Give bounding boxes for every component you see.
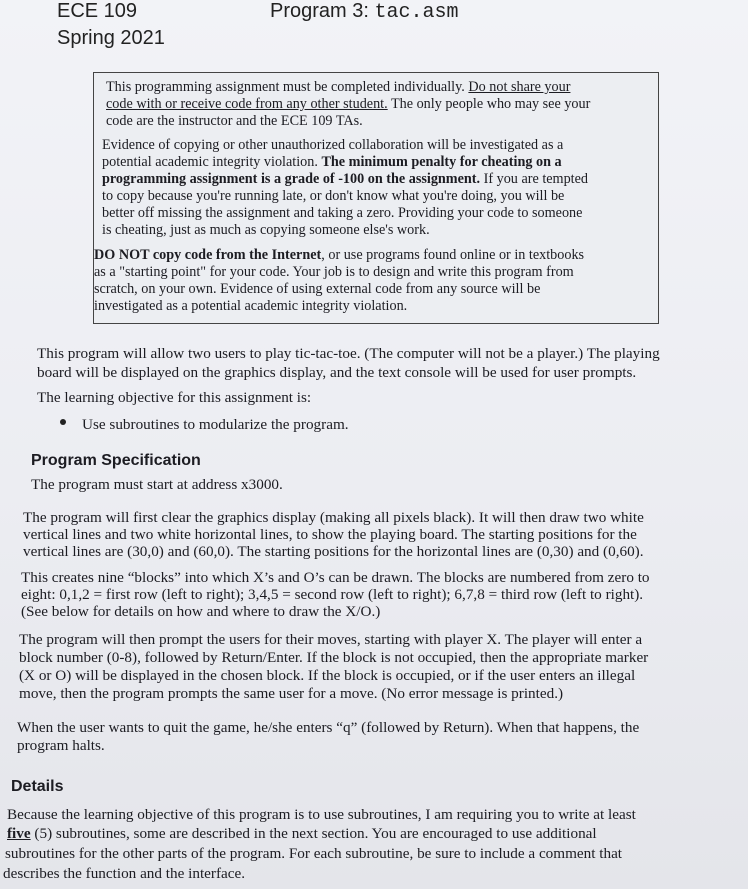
notice-line: scratch, on your own. Evidence of using external code from any source will be bbox=[94, 281, 541, 297]
notice-line: potential academic integrity violation. The minimum penalty for cheating on a bbox=[102, 154, 562, 170]
section-heading-spec: Program Specification bbox=[31, 452, 201, 469]
bullet-dot bbox=[60, 419, 66, 425]
spec-line: vertical lines and two white horizontal lines, to show the playing board. The starting positions for the bbox=[23, 526, 637, 543]
intro-line: This program will allow two users to play tic-tac-toe. (The computer will not be a player.) The playing bbox=[37, 345, 660, 362]
spec-line: block number (0-8), followed by Return/Enter. If the block is not occupied, then the appropriate marker bbox=[19, 649, 649, 666]
program-filename: tac.asm bbox=[374, 1, 459, 24]
spec-line: program halts. bbox=[17, 737, 105, 754]
notice-line: investigated as a potential academic integrity violation. bbox=[94, 298, 408, 314]
details-line: Because the learning objective of this program is to use subroutines, I am requiring you to write at least bbox=[7, 806, 636, 823]
notice-line: code with or receive code from any other student. The only people who may see your bbox=[106, 96, 591, 112]
notice-line: code are the instructor and the ECE 109 TAs. bbox=[106, 113, 363, 129]
objective-item: Use subroutines to modularize the program. bbox=[82, 416, 349, 433]
notice-line: DO NOT copy code from the Internet, or use programs found online or in textbooks bbox=[94, 247, 585, 263]
notice-line: as a "starting point" for your code. Your job is to design and write this program from bbox=[94, 264, 574, 280]
notice-line: to copy because you're running late, or don't know what you're doing, you will be bbox=[102, 188, 565, 204]
details-line: subroutines for the other parts of the program. For each subroutine, be sure to include a comment that bbox=[5, 845, 623, 862]
notice-line: This programming assignment must be completed individually. Do not share your bbox=[106, 79, 571, 95]
academic-integrity-notice bbox=[93, 72, 659, 324]
notice-line: better off missing the assignment and taking a zero. Providing your code to someone bbox=[102, 205, 583, 221]
section-heading-details: Details bbox=[11, 778, 64, 795]
details-line: describes the function and the interface. bbox=[3, 865, 246, 882]
spec-line: (See below for details on how and where to draw the X/O.) bbox=[21, 603, 381, 620]
spec-line: This creates nine “blocks” into which X’s and O’s can be drawn. The blocks are numbered from zero to bbox=[21, 569, 650, 586]
spec-start-line: The program must start at address x3000. bbox=[31, 476, 283, 493]
objective-lead: The learning objective for this assignment is: bbox=[37, 389, 312, 406]
notice-line: Evidence of copying or other unauthorized collaboration will be investigated as a bbox=[102, 137, 564, 153]
spec-line: The program will then prompt the users for their moves, starting with player X. The player will enter a bbox=[19, 631, 643, 648]
spec-line: (X or O) will be displayed in the chosen block. If the block is occupied, or if the user enters an illegal bbox=[19, 667, 636, 684]
spec-line: eight: 0,1,2 = first row (left to right); 3,4,5 = second row (left to right); 6,7,8 = third row (left to right). bbox=[21, 586, 644, 603]
spec-line: move, then the program prompts the same user for a move. (No error message is printed.) bbox=[19, 685, 564, 702]
intro-line: board will be displayed on the graphics display, and the text console will be used for user prompts. bbox=[37, 364, 637, 381]
spec-line: When the user wants to quit the game, he/she enters “q” (followed by Return). When that happens, the bbox=[17, 719, 640, 736]
spec-line: vertical lines are (30,0) and (60,0). The starting positions for the horizontal lines are (0,30) and (0,60). bbox=[23, 543, 644, 560]
program-title bbox=[270, 0, 459, 24]
notice-line: is cheating, just as much as copying someone else's work. bbox=[102, 222, 430, 238]
spec-line: The program will first clear the graphics display (making all pixels black). It will then draw two white bbox=[23, 509, 644, 526]
term-label: Spring 2021 bbox=[57, 27, 165, 49]
program-title-prefix: Program 3: bbox=[270, 0, 375, 22]
notice-line: programming assignment is a grade of -100 on the assignment. If you are tempted bbox=[102, 171, 589, 187]
course-label: ECE 109 bbox=[57, 0, 138, 22]
details-line: five (5) subroutines, some are described in the next section. You are encouraged to use additional bbox=[7, 825, 597, 842]
